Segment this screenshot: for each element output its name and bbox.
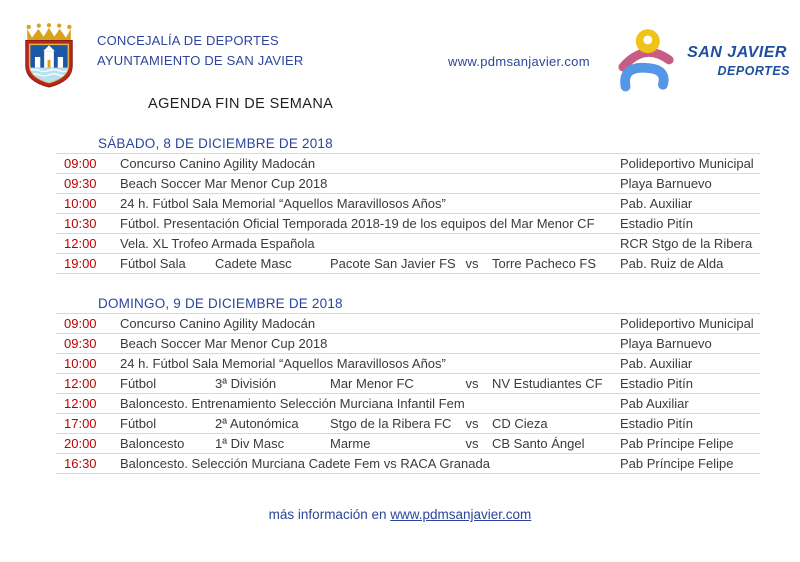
event-venue: Pab Auxiliar — [620, 396, 689, 411]
san-javier-deportes-logo — [614, 24, 790, 94]
san-javier-crest-logo — [18, 23, 80, 94]
event-category: 1ª Div Masc — [215, 436, 285, 451]
vs-label: vs — [465, 256, 479, 271]
event-venue: Pab Príncipe Felipe — [620, 456, 734, 471]
event-home-team: Marme — [330, 436, 371, 451]
event-venue: Playa Barnuevo — [620, 176, 712, 191]
event-category: 2ª Autonómica — [215, 416, 299, 431]
agenda-row — [56, 234, 760, 254]
event-away-team: Torre Pacheco FS — [492, 256, 597, 271]
event-home-team: Mar Menor FC — [330, 376, 414, 391]
event-time: 09:30 — [64, 336, 97, 351]
crest-icon — [18, 23, 80, 89]
event-category: Cadete Masc — [215, 256, 292, 271]
event-away-team: CB Santo Ángel — [492, 436, 585, 451]
event-time: 10:30 — [64, 216, 97, 231]
header-website-text: www.pdmsanjavier.com — [448, 54, 590, 69]
event-description: Baloncesto. Selección Murciana Cadete Fem vs RACA Granada — [120, 456, 490, 471]
saturday-rows — [56, 154, 760, 274]
event-description: 24 h. Fútbol Sala Memorial “Aquellos Maravillosos Años” — [120, 356, 446, 371]
vs-label: vs — [465, 436, 479, 451]
event-time: 20:00 — [64, 436, 97, 451]
agenda-row — [56, 434, 760, 454]
event-time: 09:00 — [64, 156, 97, 171]
event-description: Beach Soccer Mar Menor Cup 2018 — [120, 176, 328, 191]
agenda-row — [56, 394, 760, 414]
event-venue: Pab. Auxiliar — [620, 196, 693, 211]
saturday-section — [56, 134, 760, 274]
sunday-rows — [56, 314, 760, 474]
agenda-row — [56, 414, 760, 434]
logo-name-text: SAN JAVIER — [687, 44, 787, 61]
event-venue: Estadio Pitín — [620, 376, 693, 391]
org-line1: CONCEJALÍA DE DEPORTES — [97, 33, 279, 48]
event-time: 12:00 — [64, 236, 97, 251]
event-sport: Fútbol — [120, 376, 157, 391]
event-home-team: Stgo de la Ribera FC — [330, 416, 452, 431]
agenda-row — [56, 314, 760, 334]
sunday-date-header: DOMINGO, 9 DE DICIEMBRE DE 2018 — [56, 294, 760, 314]
event-description: Vela. XL Trofeo Armada Española — [120, 236, 315, 251]
event-time: 10:00 — [64, 356, 97, 371]
saturday-date-header: SÁBADO, 8 DE DICIEMBRE DE 2018 — [56, 134, 760, 154]
event-description: Concurso Canino Agility Madocán — [120, 316, 316, 331]
event-time: 09:30 — [64, 176, 97, 191]
event-description: 24 h. Fútbol Sala Memorial “Aquellos Maravillosos Años” — [120, 196, 446, 211]
agenda-row — [56, 194, 760, 214]
event-description: Fútbol. Presentación Oficial Temporada 2018-19 de los equipos del Mar Menor CF — [120, 216, 595, 231]
page-title: AGENDA FIN DE SEMANA — [148, 96, 334, 112]
event-venue: Pab. Auxiliar — [620, 356, 693, 371]
event-time: 09:00 — [64, 316, 97, 331]
agenda-row — [56, 454, 760, 474]
event-time: 19:00 — [64, 256, 97, 271]
vs-label: vs — [465, 376, 479, 391]
logo-sub-text: DEPORTES — [717, 64, 790, 78]
event-category: 3ª División — [215, 376, 277, 391]
event-home-team: Pacote San Javier FS — [330, 256, 456, 271]
event-description: Baloncesto. Entrenamiento Selección Murciana Infantil Fem — [120, 396, 465, 411]
event-venue: Estadio Pitín — [620, 216, 693, 231]
agenda-row — [56, 334, 760, 354]
event-venue: Polideportivo Municipal — [620, 316, 754, 331]
event-time: 17:00 — [64, 416, 97, 431]
event-sport: Fútbol Sala — [120, 256, 186, 271]
event-away-team: CD Cieza — [492, 416, 548, 431]
agenda-row — [56, 254, 760, 274]
event-venue: Pab. Ruiz de Alda — [620, 256, 724, 271]
footer-text: más información en — [268, 507, 387, 522]
event-venue: Polideportivo Municipal — [620, 156, 754, 171]
agenda-row — [56, 214, 760, 234]
org-line2: AYUNTAMIENTO DE SAN JAVIER — [97, 53, 304, 68]
event-description: Concurso Canino Agility Madocán — [120, 156, 316, 171]
organization-name — [97, 31, 304, 71]
event-sport: Fútbol — [120, 416, 157, 431]
agenda-row — [56, 174, 760, 194]
event-sport: Baloncesto — [120, 436, 185, 451]
vs-label: vs — [465, 416, 479, 431]
agenda-row — [56, 354, 760, 374]
event-venue: Estadio Pitín — [620, 416, 693, 431]
event-time: 16:30 — [64, 456, 97, 471]
event-venue: Playa Barnuevo — [620, 336, 712, 351]
event-description: Beach Soccer Mar Menor Cup 2018 — [120, 336, 328, 351]
event-time: 12:00 — [64, 396, 97, 411]
page-footer — [0, 507, 800, 522]
figure-icon — [614, 26, 678, 97]
event-away-team: NV Estudiantes CF — [492, 376, 603, 391]
footer-website-link[interactable]: www.pdmsanjavier.com — [390, 507, 532, 522]
agenda-row — [56, 374, 760, 394]
sunday-section — [56, 294, 760, 474]
event-time: 10:00 — [64, 196, 97, 211]
event-time: 12:00 — [64, 376, 97, 391]
agenda-row — [56, 154, 760, 174]
event-venue: RCR Stgo de la Ribera — [620, 236, 753, 251]
event-venue: Pab Príncipe Felipe — [620, 436, 734, 451]
